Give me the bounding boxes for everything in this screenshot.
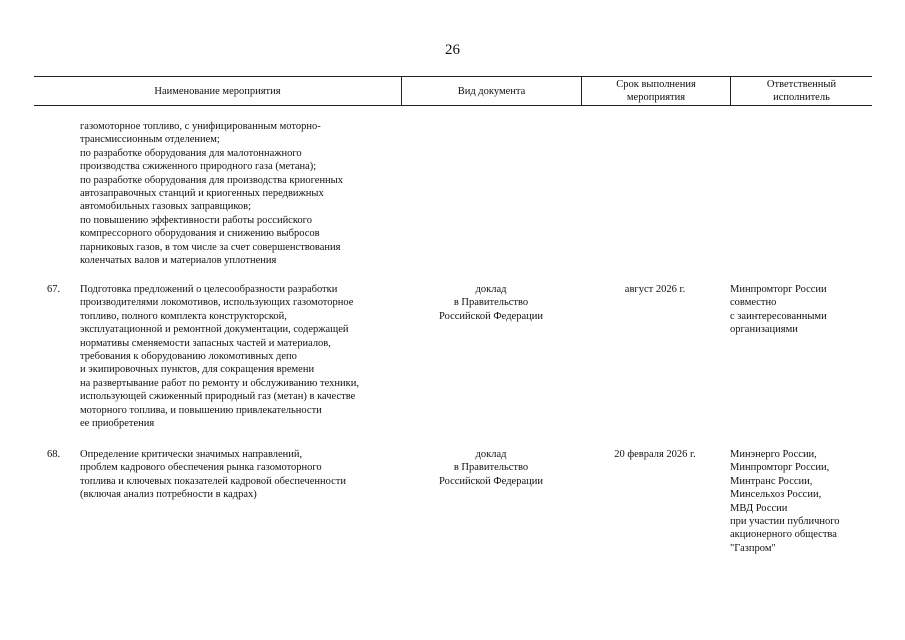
text-line: производства сжиженного природного газа (метана); [80, 161, 317, 173]
text-line: Российской Федерации [439, 475, 543, 487]
continuation-text [80, 120, 410, 267]
row-number: 68. [47, 449, 61, 460]
row-deadline [582, 283, 728, 296]
text-line: "Газпром" [730, 542, 776, 554]
row-document-type [418, 283, 564, 323]
text-line: Минэнерго России, [730, 449, 817, 460]
text-line: Минпромторг России [730, 284, 827, 295]
header-col-name: Наименование мероприятия [154, 85, 281, 97]
header-col-exec-line: Ответственный [766, 79, 837, 90]
text-line: 20 февраля 2026 г. [614, 449, 696, 460]
text-line: в Правительство [453, 297, 529, 309]
header-col-term-line: Срок выполнения [616, 79, 696, 90]
header-col-doc: Вид документа [401, 77, 581, 105]
text-line: доклад [475, 449, 507, 460]
header-col-term-line: мероприятия [626, 92, 686, 103]
text-line: топлива и ключевых показателей кадровой обеспеченности [80, 475, 346, 487]
text-line: Минпромторг России, [730, 462, 830, 474]
text-line: Подготовка предложений о целесообразности разработки [80, 284, 338, 295]
text-line: автозаправочных станций и криогенных передвижных [80, 188, 324, 200]
text-line: акционерного общества [730, 529, 837, 541]
text-line: коленчатых валов и материалов уплотнения [80, 255, 277, 267]
text-line: на развертывание работ по ремонту и обслуживанию техники, [80, 377, 359, 389]
text-line: ее приобретения [80, 418, 155, 430]
text-line: автомобильных газовых заправщиков; [80, 201, 252, 213]
text-line: август 2026 г. [624, 284, 686, 295]
text-line: совместно [730, 297, 777, 309]
text-line: МВД России [730, 502, 788, 514]
row-title [80, 448, 410, 502]
text-line: (включая анализ потребности в кадрах) [80, 489, 257, 501]
text-line: проблем кадрового обеспечения рынка газомоторного [80, 462, 322, 474]
row-document-type [418, 448, 564, 488]
text-line: доклад [475, 284, 507, 295]
text-line: в Правительство [453, 462, 529, 474]
text-line: по разработке оборудования для малотоннажного [80, 147, 302, 159]
text-line: эксплуатационной и ремонтной документации, содержащей [80, 324, 349, 336]
text-line: Минсельхоз России, [730, 489, 822, 501]
text-line: Российской Федерации [439, 310, 543, 322]
header-col-exec-line: исполнитель [773, 92, 830, 103]
row-title [80, 283, 410, 430]
text-line: требования к оборудованию локомотивных депо [80, 351, 297, 363]
text-line: и экипировочных пунктов, для сокращения времени [80, 364, 315, 376]
text-line: при участии публичного [730, 516, 840, 528]
text-line: организациями [730, 324, 798, 336]
row-executor [730, 448, 870, 555]
text-line: топливо, полного комплекта конструкторской, [80, 310, 287, 322]
text-line: с заинтересованными [730, 310, 827, 322]
text-line: Определение критически значимых направлений, [80, 449, 303, 460]
text-line: моторного топлива, и повышению привлекательности [80, 404, 322, 416]
header-col-term [581, 77, 730, 105]
row-deadline [582, 448, 728, 461]
text-line: производителями локомотивов, использующих газомоторное [80, 297, 354, 309]
text-line: использующей сжиженный природный газ (метан) в качестве [80, 391, 356, 403]
text-line: нормативы сменяемости запасных частей и материалов, [80, 337, 331, 349]
text-line: по повышению эффективности работы российского [80, 214, 312, 226]
text-line: газомоторное топливо, с унифицированным моторно- [80, 121, 321, 132]
text-line: по разработке оборудования для производства криогенных [80, 174, 343, 186]
page-number: 26 [445, 42, 460, 58]
text-line: трансмиссионным отделением; [80, 134, 220, 146]
text-line: парниковых газов, в том числе за счет совершенствования [80, 241, 341, 253]
row-number: 67. [47, 284, 61, 295]
table-header [34, 76, 872, 106]
text-line: компрессорного оборудования и снижению выбросов [80, 228, 320, 240]
header-col-exec [730, 77, 872, 105]
text-line: Минтранс России, [730, 475, 813, 487]
row-executor [730, 283, 870, 337]
